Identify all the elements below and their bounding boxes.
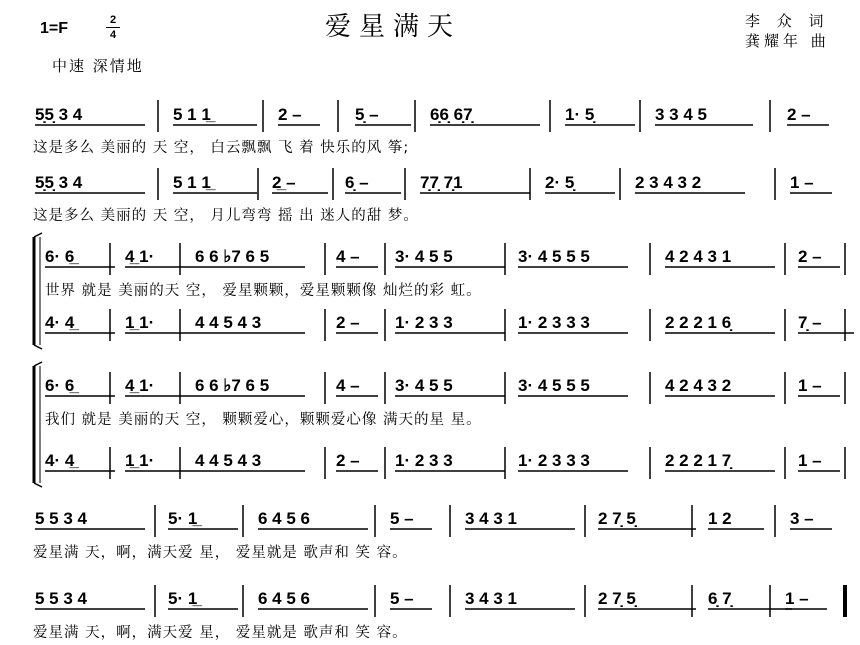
lyric-line: 世界 就是 美丽的天 空， 爱星颗颗，爱星颗颗像 灿烂的彩 虹。	[45, 283, 482, 299]
measure-notes: 2 –	[336, 451, 360, 470]
lyric-line: 爱星满 天，啊，满天爱 星， 爱星就是 歌声和 笑 容。	[33, 545, 408, 561]
measure-notes: 2 –	[798, 247, 822, 266]
measure-notes: 4 4 5 4 3	[195, 451, 262, 470]
lyric-line: 这是多么 美丽的 天 空， 白云飘飘 飞 着 快乐的风 筝;	[33, 140, 410, 156]
measure-notes: 2 7̣ 5̣	[598, 509, 636, 528]
measure-notes: 6 4 5 6	[258, 509, 310, 528]
measure-notes: 2̲ –	[272, 173, 296, 192]
measure-notes: 1 –	[785, 589, 809, 608]
bracket-bottom-hook	[34, 483, 42, 487]
song-title: 爱星满天	[325, 12, 462, 42]
measure-notes: 5 5 3 4	[35, 509, 87, 528]
measure-notes: 1̲ 1·	[125, 451, 155, 470]
measure-notes: 6· 6̲	[45, 247, 75, 266]
measure-notes: 1 –	[798, 451, 822, 470]
lyric-line: 这是多么 美丽的 天 空， 月儿弯弯 摇 出 迷人的甜 梦。	[33, 208, 419, 224]
measure-notes: 5̣5̣ 3 4	[35, 105, 83, 124]
measure-notes: 3· 4 5 5 5	[518, 376, 590, 395]
measure-notes: 4· 4̲	[45, 313, 75, 332]
measure-notes: 2· 5̣	[545, 173, 575, 192]
measure-notes: 1 –	[798, 376, 822, 395]
bracket-bottom-hook	[34, 345, 42, 349]
measure-notes: 1̲ 1·	[125, 313, 155, 332]
measure-notes: 3 3 4 5	[655, 105, 707, 124]
measure-notes: 2 –	[278, 105, 302, 124]
measure-notes: 5̣5̣ 3 4	[35, 173, 83, 192]
measure-notes: 4 4 5 4 3	[195, 313, 262, 332]
bracket-top-hook	[34, 233, 42, 237]
measure-notes: 3 4 3 1	[465, 509, 517, 528]
measure-notes: 6 6 ♭7 6 5	[195, 376, 270, 395]
measure-notes: 6· 6̲	[45, 376, 75, 395]
measure-notes: 5̣ –	[355, 105, 379, 124]
measure-notes: 3· 4 5 5	[395, 376, 453, 395]
measure-notes: 3 –	[790, 509, 814, 528]
measure-notes: 1· 2 3 3	[395, 451, 453, 470]
measure-notes: 1· 2 3 3	[395, 313, 453, 332]
measure-notes: 1 2	[708, 509, 732, 528]
measure-notes: 2 –	[336, 313, 360, 332]
measure-notes: 6 6 ♭7 6 5	[195, 247, 270, 266]
measure-notes: 1 –	[790, 173, 814, 192]
measure-notes: 5 –	[390, 589, 414, 608]
time-numerator: 2	[109, 14, 117, 26]
measure-notes: 6̣ –	[345, 173, 369, 192]
measure-notes: 6̣ 7̣	[708, 589, 732, 608]
measure-notes: 5 1 1̲	[173, 173, 211, 192]
measure-notes: 5 5 3 4	[35, 589, 87, 608]
measure-notes: 1· 5̣	[565, 105, 595, 124]
measure-notes: 1· 2 3 3 3	[518, 451, 590, 470]
lyricist-credit: 李 众 词	[745, 12, 830, 30]
measure-notes: 4̲ 1·	[125, 247, 155, 266]
key-signature: 1=F	[40, 20, 69, 37]
measure-notes: 3· 4 5 5	[395, 247, 453, 266]
measure-notes: 4 2 4 3 2	[665, 376, 732, 395]
bracket-top-hook	[34, 362, 42, 366]
measure-notes: 7̣7̣ 7̣1	[420, 173, 463, 192]
measure-notes: 5· 1̲	[168, 509, 198, 528]
measure-notes: 4 2 4 3 1	[665, 247, 732, 266]
measure-notes: 5· 1̲	[168, 589, 198, 608]
lyric-line: 爱星满 天，啊，满天爱 星， 爱星就是 歌声和 笑 容。	[33, 625, 408, 641]
composer-credit: 龚耀年 曲	[745, 32, 830, 50]
time-denominator: 4	[109, 29, 117, 41]
measure-notes: 3· 4 5 5 5	[518, 247, 590, 266]
measure-notes: 2 7̣ 5̣	[598, 589, 636, 608]
lyric-line: 我们 就是 美丽的天 空， 颗颗爱心，颗颗爱心像 满天的星 星。	[45, 412, 482, 428]
measure-notes: 4 –	[336, 247, 360, 266]
measure-notes: 5 –	[390, 509, 414, 528]
measure-notes: 2 2 2 1 7̣	[665, 451, 732, 470]
measure-notes: 2 3 4 3 2	[635, 173, 702, 192]
measure-notes: 5 1 1̲	[173, 105, 211, 124]
measure-notes: 4 –	[336, 376, 360, 395]
measure-notes: 2 –	[787, 105, 811, 124]
measure-notes: 1· 2 3 3 3	[518, 313, 590, 332]
measure-notes: 2 2 2 1 6̣	[665, 313, 732, 332]
measure-notes: 6 4 5 6	[258, 589, 310, 608]
tempo-marking: 中速 深情地	[52, 57, 144, 75]
measure-notes: 6̣6̣ 6̣7̣	[430, 105, 473, 124]
measure-notes: 7̣ –	[798, 313, 822, 332]
measure-notes: 3 4 3 1	[465, 589, 517, 608]
measure-notes: 4· 4̲	[45, 451, 75, 470]
measure-notes: 4̲ 1·	[125, 376, 155, 395]
